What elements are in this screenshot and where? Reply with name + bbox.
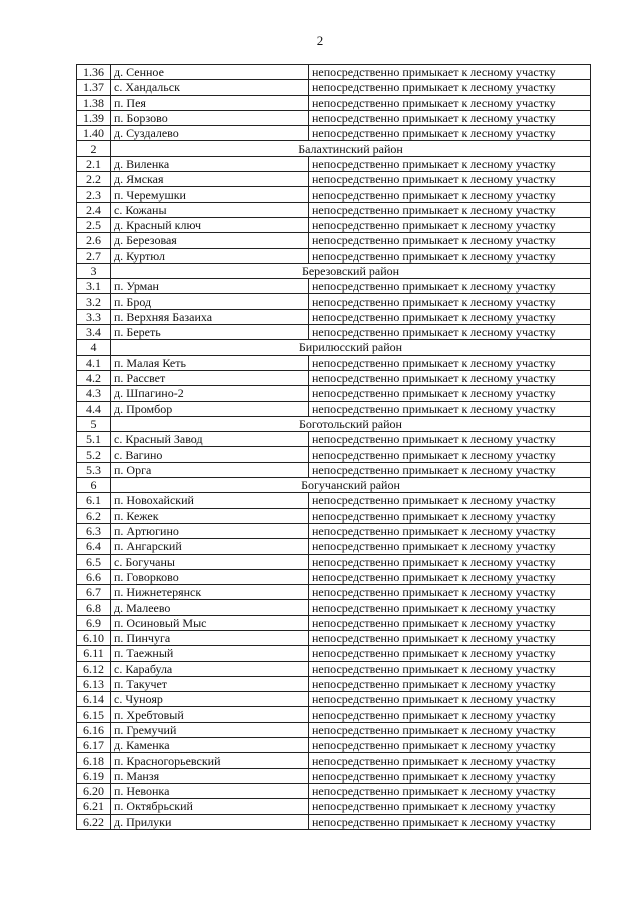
row-number: 6.18 <box>77 753 111 768</box>
table-row <box>77 294 591 309</box>
table-row <box>77 156 591 171</box>
row-number: 3.4 <box>77 325 111 340</box>
table-row <box>77 447 591 462</box>
row-number: 6.17 <box>77 738 111 753</box>
table-row <box>77 95 591 110</box>
table-row <box>77 508 591 523</box>
forest-status: непосредственно примыкает к лесному участку <box>309 202 591 217</box>
region-name: Березовский район <box>111 263 591 278</box>
row-number: 6.8 <box>77 600 111 615</box>
settlement-name: д. Виленка <box>111 156 309 171</box>
settlement-name: п. Манзя <box>111 768 309 783</box>
row-number: 2.7 <box>77 248 111 263</box>
forest-status: непосредственно примыкает к лесному участку <box>309 65 591 80</box>
row-number: 6.11 <box>77 646 111 661</box>
row-number: 5.1 <box>77 432 111 447</box>
row-number: 2.1 <box>77 156 111 171</box>
table-row <box>77 692 591 707</box>
table-row <box>77 202 591 217</box>
forest-status: непосредственно примыкает к лесному участку <box>309 523 591 538</box>
forest-status: непосредственно примыкает к лесному участку <box>309 722 591 737</box>
settlement-name: п. Осиновый Мыс <box>111 615 309 630</box>
settlement-name: с. Чунояр <box>111 692 309 707</box>
settlement-name: д. Каменка <box>111 738 309 753</box>
page-number: 2 <box>316 33 324 48</box>
forest-status: непосредственно примыкает к лесному участку <box>309 370 591 385</box>
table-row <box>77 370 591 385</box>
row-number: 6.16 <box>77 722 111 737</box>
settlement-name: с. Хандальск <box>111 80 309 95</box>
table-row <box>77 462 591 477</box>
forest-status: непосредственно примыкает к лесному участку <box>309 508 591 523</box>
table-row <box>77 799 591 814</box>
forest-status: непосредственно примыкает к лесному участку <box>309 799 591 814</box>
row-number: 6.1 <box>77 493 111 508</box>
forest-status: непосредственно примыкает к лесному участку <box>309 676 591 691</box>
forest-status: непосредственно примыкает к лесному участку <box>309 661 591 676</box>
settlement-name: п. Ангарский <box>111 539 309 554</box>
settlement-name: с. Вагино <box>111 447 309 462</box>
row-number: 6 <box>77 478 111 493</box>
region-header-row <box>77 141 591 156</box>
settlement-name: п. Невонка <box>111 783 309 798</box>
row-number: 2.4 <box>77 202 111 217</box>
settlement-name: д. Промбор <box>111 401 309 416</box>
table-row <box>77 523 591 538</box>
row-number: 4.4 <box>77 401 111 416</box>
forest-status: непосредственно примыкает к лесному участку <box>309 172 591 187</box>
row-number: 3.2 <box>77 294 111 309</box>
row-number: 3 <box>77 263 111 278</box>
forest-status: непосредственно примыкает к лесному участку <box>309 248 591 263</box>
table-row <box>77 676 591 691</box>
table-row <box>77 783 591 798</box>
settlement-name: п. Пинчуга <box>111 630 309 645</box>
table-row <box>77 325 591 340</box>
row-number: 6.13 <box>77 676 111 691</box>
row-number: 1.39 <box>77 110 111 125</box>
forest-status: непосредственно примыкает к лесному участку <box>309 80 591 95</box>
region-header-row <box>77 416 591 431</box>
row-number: 5.2 <box>77 447 111 462</box>
settlement-name: п. Орга <box>111 462 309 477</box>
row-number: 6.14 <box>77 692 111 707</box>
row-number: 1.38 <box>77 95 111 110</box>
forest-status: непосредственно примыкает к лесному участку <box>309 401 591 416</box>
settlement-name: п. Пея <box>111 95 309 110</box>
row-number: 2.3 <box>77 187 111 202</box>
row-number: 1.36 <box>77 65 111 80</box>
region-header-row <box>77 340 591 355</box>
settlement-name: п. Верхняя Базаиха <box>111 309 309 324</box>
table-row <box>77 279 591 294</box>
row-number: 4.1 <box>77 355 111 370</box>
table-row <box>77 646 591 661</box>
settlement-name: п. Такучет <box>111 676 309 691</box>
table-row <box>77 110 591 125</box>
row-number: 6.2 <box>77 508 111 523</box>
row-number: 3.1 <box>77 279 111 294</box>
forest-status: непосредственно примыкает к лесному участку <box>309 646 591 661</box>
row-number: 2 <box>77 141 111 156</box>
table-body <box>77 65 591 830</box>
settlement-name: д. Красный ключ <box>111 217 309 232</box>
table-row <box>77 187 591 202</box>
settlement-name: д. Березовая <box>111 233 309 248</box>
settlement-name: д. Малеево <box>111 600 309 615</box>
forest-status: непосредственно примыкает к лесному участку <box>309 447 591 462</box>
settlement-name: д. Куртюл <box>111 248 309 263</box>
forest-status: непосредственно примыкает к лесному участку <box>309 386 591 401</box>
table-row <box>77 814 591 829</box>
settlement-name: п. Борзово <box>111 110 309 125</box>
row-number: 6.3 <box>77 523 111 538</box>
settlement-name: п. Черемушки <box>111 187 309 202</box>
settlement-name: п. Малая Кеть <box>111 355 309 370</box>
row-number: 6.20 <box>77 783 111 798</box>
forest-status: непосредственно примыкает к лесному участку <box>309 217 591 232</box>
table-row <box>77 630 591 645</box>
table-row <box>77 661 591 676</box>
row-number: 2.5 <box>77 217 111 232</box>
forest-status: непосредственно примыкает к лесному участку <box>309 768 591 783</box>
table-row <box>77 172 591 187</box>
row-number: 6.4 <box>77 539 111 554</box>
row-number: 6.21 <box>77 799 111 814</box>
table-row <box>77 386 591 401</box>
forest-status: непосредственно примыкает к лесному участку <box>309 615 591 630</box>
forest-status: непосредственно примыкает к лесному участку <box>309 569 591 584</box>
table-row <box>77 355 591 370</box>
table-row <box>77 738 591 753</box>
forest-status: непосредственно примыкает к лесному участку <box>309 585 591 600</box>
settlement-name: с. Богучаны <box>111 554 309 569</box>
row-number: 3.3 <box>77 309 111 324</box>
settlement-name: д. Прилуки <box>111 814 309 829</box>
region-name: Боготольский район <box>111 416 591 431</box>
table-row <box>77 80 591 95</box>
table-row <box>77 126 591 141</box>
row-number: 6.22 <box>77 814 111 829</box>
settlement-name: п. Кежек <box>111 508 309 523</box>
settlement-name: д. Сенное <box>111 65 309 80</box>
settlement-name: с. Карабула <box>111 661 309 676</box>
row-number: 6.19 <box>77 768 111 783</box>
forest-status: непосредственно примыкает к лесному участку <box>309 325 591 340</box>
row-number: 6.5 <box>77 554 111 569</box>
forest-status: непосредственно примыкает к лесному участку <box>309 432 591 447</box>
table-row <box>77 585 591 600</box>
row-number: 2.6 <box>77 233 111 248</box>
table-row <box>77 65 591 80</box>
forest-status: непосредственно примыкает к лесному участку <box>309 707 591 722</box>
settlement-name: п. Красногорьевский <box>111 753 309 768</box>
table-row <box>77 217 591 232</box>
forest-status: непосредственно примыкает к лесному участку <box>309 279 591 294</box>
forest-status: непосредственно примыкает к лесному участку <box>309 309 591 324</box>
forest-status: непосредственно примыкает к лесному участку <box>309 187 591 202</box>
forest-status: непосредственно примыкает к лесному участку <box>309 462 591 477</box>
row-number: 2.2 <box>77 172 111 187</box>
forest-status: непосредственно примыкает к лесному участку <box>309 95 591 110</box>
row-number: 4.2 <box>77 370 111 385</box>
settlement-name: п. Урман <box>111 279 309 294</box>
table-row <box>77 753 591 768</box>
row-number: 4 <box>77 340 111 355</box>
region-name: Балахтинский район <box>111 141 591 156</box>
row-number: 6.7 <box>77 585 111 600</box>
forest-status: непосредственно примыкает к лесному участку <box>309 600 591 615</box>
forest-status: непосредственно примыкает к лесному участку <box>309 294 591 309</box>
forest-status: непосредственно примыкает к лесному участку <box>309 692 591 707</box>
settlement-name: п. Береть <box>111 325 309 340</box>
settlement-name: п. Брод <box>111 294 309 309</box>
settlement-name: с. Кожаны <box>111 202 309 217</box>
forest-status: непосредственно примыкает к лесному участку <box>309 554 591 569</box>
region-name: Бирилюсский район <box>111 340 591 355</box>
forest-status: непосредственно примыкает к лесному участку <box>309 814 591 829</box>
table-row <box>77 768 591 783</box>
row-number: 1.37 <box>77 80 111 95</box>
table-row <box>77 493 591 508</box>
region-header-row <box>77 478 591 493</box>
settlement-name: п. Рассвет <box>111 370 309 385</box>
table-row <box>77 248 591 263</box>
row-number: 5 <box>77 416 111 431</box>
table-row <box>77 600 591 615</box>
settlement-name: п. Таежный <box>111 646 309 661</box>
table-row <box>77 615 591 630</box>
forest-status: непосредственно примыкает к лесному участку <box>309 539 591 554</box>
forest-status: непосредственно примыкает к лесному участку <box>309 156 591 171</box>
row-number: 6.10 <box>77 630 111 645</box>
table-row <box>77 432 591 447</box>
table-row <box>77 309 591 324</box>
forest-status: непосредственно примыкает к лесному участку <box>309 233 591 248</box>
table-row <box>77 401 591 416</box>
row-number: 6.15 <box>77 707 111 722</box>
settlement-name: п. Нижнетерянск <box>111 585 309 600</box>
region-header-row <box>77 263 591 278</box>
table-row <box>77 539 591 554</box>
forest-status: непосредственно примыкает к лесному участку <box>309 753 591 768</box>
forest-status: непосредственно примыкает к лесному участку <box>309 110 591 125</box>
settlement-name: д. Суздалево <box>111 126 309 141</box>
settlement-name: п. Новохайский <box>111 493 309 508</box>
forest-status: непосредственно примыкает к лесному участку <box>309 738 591 753</box>
region-name: Богучанский район <box>111 478 591 493</box>
settlement-name: п. Говорково <box>111 569 309 584</box>
settlement-name: п. Хребтовый <box>111 707 309 722</box>
settlement-name: п. Гремучий <box>111 722 309 737</box>
table-row <box>77 707 591 722</box>
forest-status: непосредственно примыкает к лесному участку <box>309 783 591 798</box>
row-number: 6.6 <box>77 569 111 584</box>
table-row <box>77 233 591 248</box>
settlement-name: с. Красный Завод <box>111 432 309 447</box>
settlement-name: д. Шпагино-2 <box>111 386 309 401</box>
settlement-name: д. Ямская <box>111 172 309 187</box>
row-number: 1.40 <box>77 126 111 141</box>
forest-status: непосредственно примыкает к лесному участку <box>309 355 591 370</box>
table-row <box>77 554 591 569</box>
row-number: 5.3 <box>77 462 111 477</box>
forest-status: непосредственно примыкает к лесному участку <box>309 126 591 141</box>
forest-status: непосредственно примыкает к лесному участку <box>309 630 591 645</box>
settlement-name: п. Артюгино <box>111 523 309 538</box>
row-number: 4.3 <box>77 386 111 401</box>
table-row <box>77 569 591 584</box>
settlements-table <box>76 64 591 830</box>
row-number: 6.12 <box>77 661 111 676</box>
row-number: 6.9 <box>77 615 111 630</box>
settlement-name: п. Октябрьский <box>111 799 309 814</box>
table-row <box>77 722 591 737</box>
forest-status: непосредственно примыкает к лесному участку <box>309 493 591 508</box>
